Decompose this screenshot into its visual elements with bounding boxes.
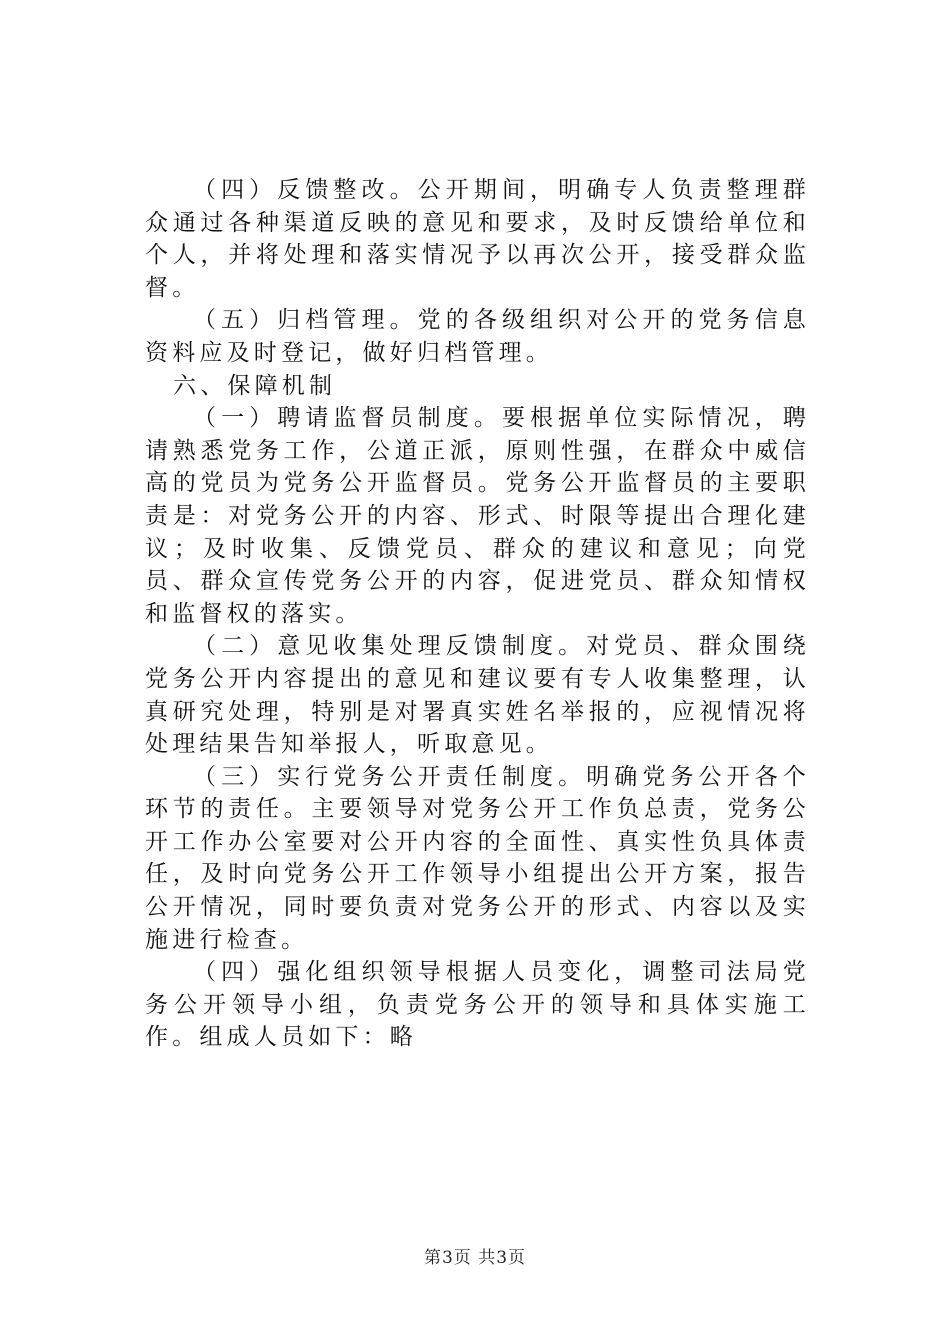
paragraph-responsibility-system: （三）实行党务公开责任制度。明确党务公开各个环节的责任。主要领导对党务公开工作负总责，党务公开工作办公室要对公开内容的全面性、真实性负具体责任，及时向党务公开工作领导小组提出公开方案，报告公开情况，同时要负责对党务公开的形式、内容以及实施进行检查。 — [145, 763, 810, 953]
section-heading-safeguard: 六、保障机制 — [173, 372, 337, 399]
paragraph-supervisor-system: （一）聘请监督员制度。要根据单位实际情况，聘请熟悉党务工作，公道正派，原则性强，在群众中威信高的党员为党务公开监督员。党务公开监督员的主要职责是：对党务公开的内容、形式、时限等提出合理化建议；及时收集、反馈党员、群众的建议和意见；向党员、群众宣传党务公开的内容，促进党员、群众知情权和监督权的落实。 — [145, 405, 810, 627]
paragraph-organization-leadership: （四）强化组织领导根据人员变化，调整司法局党务公开领导小组，负责党务公开的领导和具体实施工作。组成人员如下：略 — [145, 959, 810, 1051]
page-footer: 第3页 共3页 — [423, 1248, 527, 1268]
document-body — [145, 174, 810, 1054]
paragraph-feedback-rectification: （四）反馈整改。公开期间，明确专人负责整理群众通过各种渠道反映的意见和要求，及时反馈给单位和个人，并将处理和落实情况予以再次公开，接受群众监督。 — [145, 177, 810, 301]
paragraph-opinion-feedback-system: （二）意见收集处理反馈制度。对党员、群众围绕党务公开内容提出的意见和建议要有专人收集整理，认真研究处理，特别是对署真实姓名举报的，应视情况将处理结果告知举报人，听取意见。 — [145, 633, 810, 758]
paragraph-archive-management: （五）归档管理。党的各级组织对公开的党务信息资料应及时登记，做好归档管理。 — [145, 307, 810, 366]
